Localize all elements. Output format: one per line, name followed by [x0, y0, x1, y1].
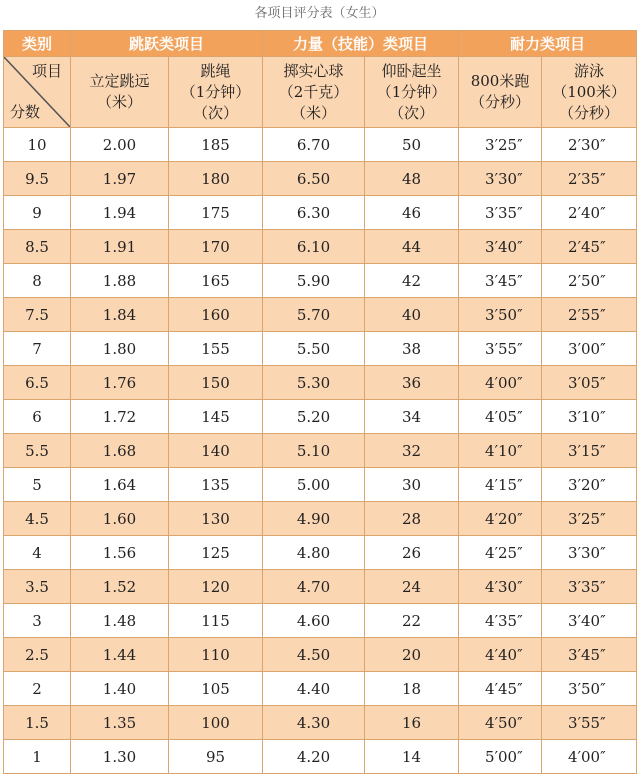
score-cell: 1.5: [4, 706, 71, 740]
score-cell: 7: [4, 332, 71, 366]
value-cell: 160: [169, 298, 263, 332]
table-row: [4, 502, 637, 536]
table-row: [4, 536, 637, 570]
table-row: [4, 230, 637, 264]
value-cell: 28: [365, 502, 459, 536]
value-cell: 40: [365, 298, 459, 332]
value-cell: 2′35″: [542, 162, 637, 196]
value-cell: 3′25″: [542, 502, 637, 536]
table-row: [4, 332, 637, 366]
value-cell: 34: [365, 400, 459, 434]
value-cell: 3′00″: [542, 332, 637, 366]
column-header-line: 跳绳: [200, 61, 231, 80]
value-cell: 4′10″: [459, 434, 542, 468]
value-cell: 48: [365, 162, 459, 196]
score-cell: 10: [4, 128, 71, 162]
table-row: [4, 298, 637, 332]
value-cell: 4′20″: [459, 502, 542, 536]
value-cell: 135: [169, 468, 263, 502]
value-cell: 32: [365, 434, 459, 468]
value-cell: 4.30: [263, 706, 365, 740]
column-header-line: （分秒）: [470, 93, 531, 111]
value-cell: 5.30: [263, 366, 365, 400]
value-cell: 46: [365, 196, 459, 230]
table-row: [4, 264, 637, 298]
value-cell: 1.64: [71, 468, 169, 502]
value-cell: 1.52: [71, 570, 169, 604]
table-row: [4, 740, 637, 774]
value-cell: 180: [169, 162, 263, 196]
value-cell: 6.10: [263, 230, 365, 264]
value-cell: 115: [169, 604, 263, 638]
value-cell: 170: [169, 230, 263, 264]
score-cell: 8: [4, 264, 71, 298]
value-cell: 50: [365, 128, 459, 162]
column-header-line: 立定跳远: [89, 72, 150, 90]
value-cell: 140: [169, 434, 263, 468]
value-cell: 2.00: [71, 128, 169, 162]
value-cell: 1.72: [71, 400, 169, 434]
column-header-line: 游泳: [574, 61, 605, 80]
value-cell: 2′50″: [542, 264, 637, 298]
score-cell: 4.5: [4, 502, 71, 536]
score-cell: 6: [4, 400, 71, 434]
value-cell: 1.56: [71, 536, 169, 570]
value-cell: 110: [169, 638, 263, 672]
value-cell: 3′15″: [542, 434, 637, 468]
value-cell: 185: [169, 128, 263, 162]
value-cell: 36: [365, 366, 459, 400]
value-cell: 4′05″: [459, 400, 542, 434]
value-cell: 3′40″: [542, 604, 637, 638]
value-cell: 5.10: [263, 434, 365, 468]
value-cell: 105: [169, 672, 263, 706]
value-cell: 6.30: [263, 196, 365, 230]
value-cell: 130: [169, 502, 263, 536]
corner-label-score: 分数: [10, 103, 41, 121]
value-cell: 3′55″: [542, 706, 637, 740]
score-cell: 3.5: [4, 570, 71, 604]
value-cell: 42: [365, 264, 459, 298]
table-row: [4, 570, 637, 604]
value-cell: 165: [169, 264, 263, 298]
value-cell: 5.00: [263, 468, 365, 502]
column-header-line: （米）: [96, 93, 142, 111]
value-cell: 5.70: [263, 298, 365, 332]
column-header-line: （1分钟）: [376, 82, 447, 101]
column-header-line: （次）: [193, 103, 239, 122]
column-header-line: （100米）: [552, 82, 626, 101]
category-jump: 跳跃类项目: [71, 31, 263, 57]
column-header-line: 800米跑: [470, 72, 530, 90]
value-cell: 1.48: [71, 604, 169, 638]
value-cell: 3′35″: [542, 570, 637, 604]
score-cell: 9: [4, 196, 71, 230]
score-cell: 3: [4, 604, 71, 638]
value-cell: 5.50: [263, 332, 365, 366]
score-cell: 2.5: [4, 638, 71, 672]
value-cell: 4′45″: [459, 672, 542, 706]
value-cell: 150: [169, 366, 263, 400]
value-cell: 4.70: [263, 570, 365, 604]
value-cell: 3′20″: [542, 468, 637, 502]
column-header-4: [459, 57, 542, 128]
value-cell: 4′25″: [459, 536, 542, 570]
value-cell: 1.88: [71, 264, 169, 298]
value-cell: 1.60: [71, 502, 169, 536]
value-cell: 1.40: [71, 672, 169, 706]
value-cell: 1.30: [71, 740, 169, 774]
value-cell: 3′40″: [459, 230, 542, 264]
table-caption: 各项目评分表（女生）: [254, 6, 385, 21]
value-cell: 4.60: [263, 604, 365, 638]
value-cell: 2′40″: [542, 196, 637, 230]
value-cell: 4′50″: [459, 706, 542, 740]
table-row: [4, 638, 637, 672]
diagonal-corner-cell: [4, 57, 71, 128]
value-cell: 18: [365, 672, 459, 706]
value-cell: 38: [365, 332, 459, 366]
column-header-5: [542, 57, 637, 128]
value-cell: 22: [365, 604, 459, 638]
column-header-line: 掷实心球: [283, 61, 344, 80]
table-row: [4, 366, 637, 400]
value-cell: 1.76: [71, 366, 169, 400]
value-cell: 120: [169, 570, 263, 604]
table-row: [4, 604, 637, 638]
value-cell: 1.80: [71, 332, 169, 366]
score-cell: 1: [4, 740, 71, 774]
score-cell: 6.5: [4, 366, 71, 400]
table-row: [4, 434, 637, 468]
value-cell: 2′30″: [542, 128, 637, 162]
column-header-line: 仰卧起坐: [381, 61, 442, 80]
table-row: [4, 400, 637, 434]
value-cell: 175: [169, 196, 263, 230]
column-header-line: （分秒）: [559, 103, 620, 122]
value-cell: 3′10″: [542, 400, 637, 434]
table-row: [4, 128, 637, 162]
score-cell: 8.5: [4, 230, 71, 264]
column-header-line: （2千克）: [278, 82, 349, 101]
value-cell: 26: [365, 536, 459, 570]
category-endurance: 耐力类项目: [459, 31, 637, 57]
table-row: [4, 706, 637, 740]
category-header-row: [4, 31, 637, 57]
scoring-table: [3, 30, 637, 774]
score-cell: 5.5: [4, 434, 71, 468]
value-cell: 4.90: [263, 502, 365, 536]
score-cell: 9.5: [4, 162, 71, 196]
value-cell: 4′15″: [459, 468, 542, 502]
table-row: [4, 196, 637, 230]
column-header-1: [169, 57, 263, 128]
value-cell: 3′30″: [459, 162, 542, 196]
column-header-row: [4, 57, 637, 128]
value-cell: 1.97: [71, 162, 169, 196]
value-cell: 3′45″: [542, 638, 637, 672]
value-cell: 20: [365, 638, 459, 672]
value-cell: 4′40″: [459, 638, 542, 672]
value-cell: 4′00″: [459, 366, 542, 400]
value-cell: 4′30″: [459, 570, 542, 604]
value-cell: 3′50″: [542, 672, 637, 706]
value-cell: 3′35″: [459, 196, 542, 230]
value-cell: 3′50″: [459, 298, 542, 332]
value-cell: 1.35: [71, 706, 169, 740]
value-cell: 100: [169, 706, 263, 740]
value-cell: 4.20: [263, 740, 365, 774]
value-cell: 4.80: [263, 536, 365, 570]
value-cell: 5′00″: [459, 740, 542, 774]
value-cell: 4′35″: [459, 604, 542, 638]
corner-label-item: 项目: [31, 62, 62, 80]
column-header-0: [71, 57, 169, 128]
column-header-line: （米）: [291, 103, 337, 122]
value-cell: 1.84: [71, 298, 169, 332]
value-cell: 30: [365, 468, 459, 502]
value-cell: 16: [365, 706, 459, 740]
value-cell: 6.50: [263, 162, 365, 196]
table-row: [4, 672, 637, 706]
value-cell: 2′45″: [542, 230, 637, 264]
score-cell: 2: [4, 672, 71, 706]
value-cell: 3′55″: [459, 332, 542, 366]
score-cell: 7.5: [4, 298, 71, 332]
value-cell: 5.20: [263, 400, 365, 434]
category-kind: 类别: [4, 31, 71, 57]
value-cell: 4′00″: [542, 740, 637, 774]
column-header-line: （次）: [389, 103, 435, 122]
value-cell: 1.94: [71, 196, 169, 230]
value-cell: 44: [365, 230, 459, 264]
value-cell: 155: [169, 332, 263, 366]
value-cell: 4.40: [263, 672, 365, 706]
table-row: [4, 468, 637, 502]
value-cell: 5.90: [263, 264, 365, 298]
value-cell: 6.70: [263, 128, 365, 162]
table-row: [4, 162, 637, 196]
value-cell: 1.68: [71, 434, 169, 468]
value-cell: 3′25″: [459, 128, 542, 162]
value-cell: 145: [169, 400, 263, 434]
column-header-line: （1分钟）: [180, 82, 251, 101]
column-header-3: [365, 57, 459, 128]
value-cell: 1.91: [71, 230, 169, 264]
score-cell: 5: [4, 468, 71, 502]
value-cell: 3′45″: [459, 264, 542, 298]
value-cell: 14: [365, 740, 459, 774]
value-cell: 1.44: [71, 638, 169, 672]
category-strength: 力量（技能）类项目: [263, 31, 459, 57]
value-cell: 95: [169, 740, 263, 774]
value-cell: 4.50: [263, 638, 365, 672]
value-cell: 3′30″: [542, 536, 637, 570]
score-cell: 4: [4, 536, 71, 570]
score-rows: [4, 128, 637, 774]
value-cell: 3′05″: [542, 366, 637, 400]
value-cell: 24: [365, 570, 459, 604]
value-cell: 125: [169, 536, 263, 570]
value-cell: 2′55″: [542, 298, 637, 332]
column-header-2: [263, 57, 365, 128]
